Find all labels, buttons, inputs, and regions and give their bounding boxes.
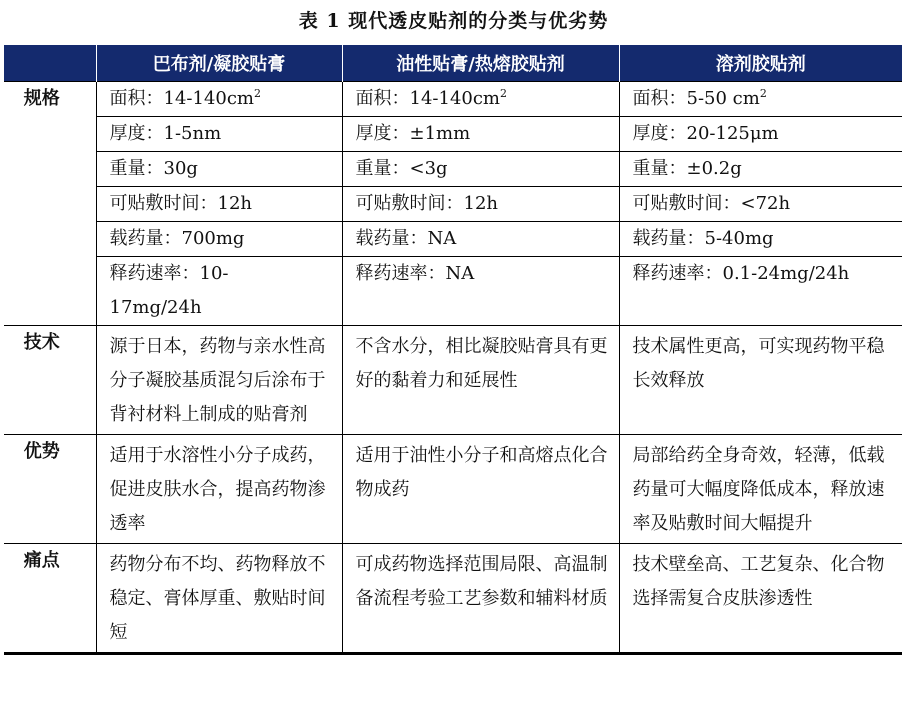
spec-row: [4, 222, 902, 257]
table-cell: 技术壁垒高、工艺复杂、化合物选择需复合皮肤渗透性: [619, 544, 902, 654]
header-col1: 巴布剂/凝胶贴膏: [96, 45, 342, 82]
table-cell: 源于日本，药物与亲水性高分子凝胶基质混匀后涂布于背衬材料上制成的贴膏剂: [96, 326, 342, 435]
spec-row: [4, 152, 902, 187]
header-corner: [4, 45, 96, 82]
table-cell: 局部给药全身奇效，轻薄，低载药量可大幅度降低成本，释放速率及贴敷时间大幅提升: [619, 435, 902, 544]
spec-row: [4, 82, 902, 117]
row-label-pain: 痛点: [4, 544, 96, 654]
table-title: 表 1 现代透皮贴剂的分类与优劣势: [298, 10, 609, 32]
pain-row: [4, 544, 902, 654]
table-cell: 可贴敷时间：<72h: [619, 187, 902, 222]
spec-row: [4, 257, 902, 326]
table-cell: 厚度：1-5nm: [96, 117, 342, 152]
table-cell: 面积：$14-140cm^2$: [96, 82, 342, 117]
table-cell: 可贴敷时间：12h: [96, 187, 342, 222]
table-cell: 面积：$14-140cm^2$: [342, 82, 619, 117]
spec-row: [4, 117, 902, 152]
table-cell: 面积：5-50 $cm^2$: [619, 82, 902, 117]
table-cell: 不含水分，相比凝胶贴膏具有更好的黏着力和延展性: [342, 326, 619, 435]
adv-row: [4, 435, 902, 544]
table-cell: 可贴敷时间：12h: [342, 187, 619, 222]
row-label-tech: 技术: [4, 326, 96, 435]
header-col2: 油性贴膏/热熔胶贴剂: [342, 45, 619, 82]
table-cell: 可成药物选择范围局限、高温制备流程考验工艺参数和辅料材质: [342, 544, 619, 654]
tech-row: [4, 326, 902, 435]
comparison-table: [4, 45, 902, 655]
table-cell: 载药量：NA: [342, 222, 619, 257]
table-cell: 重量：±0.2g: [619, 152, 902, 187]
table-cell: 载药量：700mg: [96, 222, 342, 257]
table-cell: 载药量：5-40mg: [619, 222, 902, 257]
header-col3: 溶剂胶贴剂: [619, 45, 902, 82]
header-row: [4, 45, 902, 82]
row-label-spec: 规格: [4, 82, 96, 326]
table-cell: 厚度：20-125μm: [619, 117, 902, 152]
table-cell: 释药速率：NA: [342, 257, 619, 326]
table-cell: 释药速率：10-17mg/24h: [96, 257, 342, 326]
table-cell: 厚度：±1mm: [342, 117, 619, 152]
table-cell: 适用于水溶性小分子成药，促进皮肤水合，提高药物渗透率: [96, 435, 342, 544]
table-cell: 药物分布不均、药物释放不稳定、膏体厚重、敷贴时间短: [96, 544, 342, 654]
table-cell: 技术属性更高，可实现药物平稳长效释放: [619, 326, 902, 435]
table-cell: 释药速率：0.1-24mg/24h: [619, 257, 902, 326]
spec-row: [4, 187, 902, 222]
table-cell: 重量：30g: [96, 152, 342, 187]
table-cell: 适用于油性小分子和高熔点化合物成药: [342, 435, 619, 544]
table-cell: 重量：<3g: [342, 152, 619, 187]
row-label-adv: 优势: [4, 435, 96, 544]
